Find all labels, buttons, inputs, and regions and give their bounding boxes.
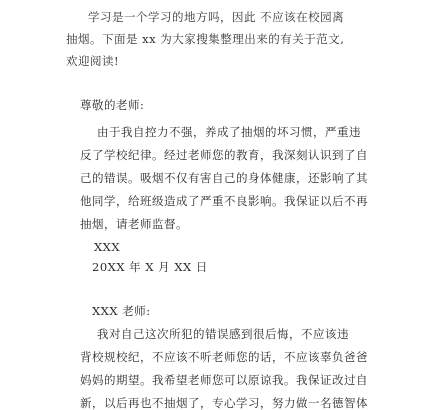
- letter1-body-line-5: 抽烟，请老师监督。: [80, 217, 188, 231]
- letter1-body-line-3: 己的错误。吸烟不仅有害自己的身体健康，还影响了其: [80, 171, 368, 185]
- letter1-body-line-4: 他同学，给班级造成了严重不良影响。我保证以后不再: [80, 194, 368, 208]
- letter1-date: 20XX 年 X 月 XX 日: [92, 260, 208, 274]
- letter2-body-line-3: 妈妈的期望。我希望老师您可以原谅我。我保证改过自: [80, 373, 368, 387]
- letter1-salutation: 尊敬的老师:: [80, 98, 145, 112]
- letter1-body-line-1: 由于我自控力不强，养成了抽烟的坏习惯，严重违: [97, 125, 361, 139]
- intro-line-1: 学习是一个学习的地方吗，因此 不应该在校园离: [88, 10, 345, 24]
- intro-line-3: 欢迎阅读!: [66, 54, 120, 68]
- letter2-salutation: XXX 老师:: [92, 304, 151, 318]
- letter2-body-line-1: 我对自己这次所犯的错误感到很后悔，不应该违: [97, 327, 349, 341]
- letter1-body-line-2: 反了学校纪律。经过老师您的教育，我深刻认识到了自: [80, 148, 368, 162]
- intro-line-2: 抽烟。下面是 xx 为大家搜集整理出来的有关于范文,: [66, 32, 345, 46]
- letter2-body-line-2: 背校规校纪，不应该不听老师您的话，不应该辜负爸爸: [80, 350, 368, 364]
- letter1-signature: XXX: [94, 240, 121, 254]
- letter2-body-line-4: 新，以后再也不抽烟了，专心学习，努力做一名德智体: [80, 396, 368, 410]
